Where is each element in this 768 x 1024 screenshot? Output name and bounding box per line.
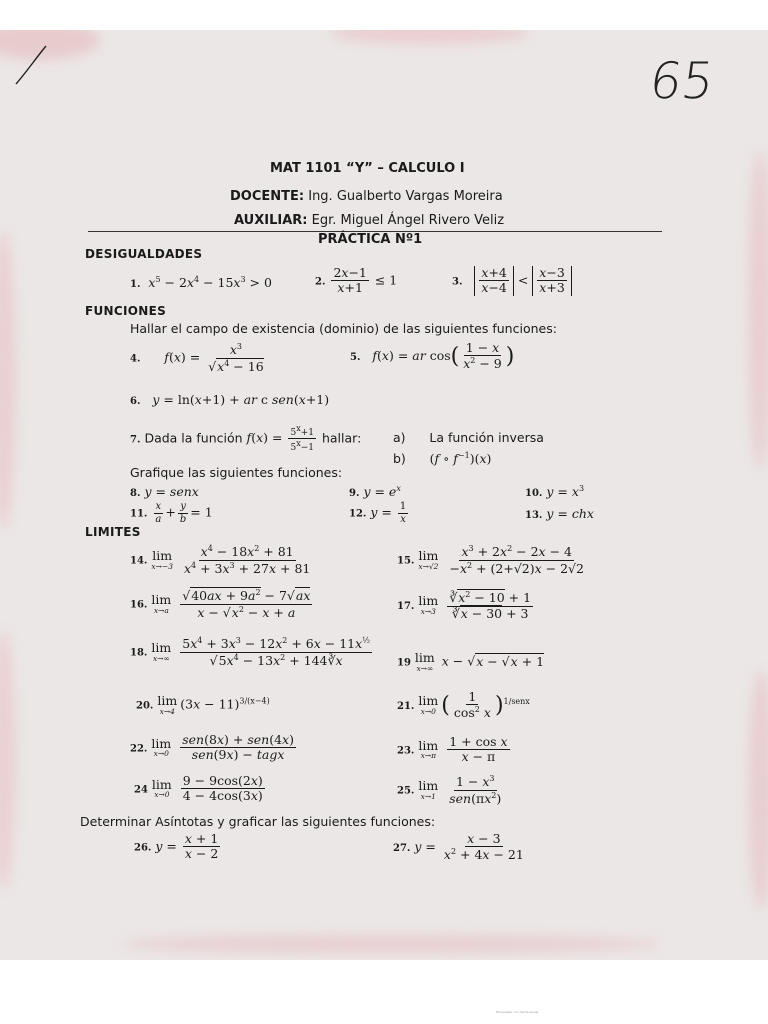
item-b: b) (f ∘ $f^{-1})(x)$ (393, 451, 492, 467)
asymptotes-instruction: Determinar Asíntotas y graficar las siguientes funciones: (80, 814, 436, 829)
assistant-label: AUXILIAR: (234, 213, 308, 228)
exercise-number: 8. (130, 488, 141, 499)
assistant-name: Egr. Miguel Ángel Rivero Veliz (311, 213, 505, 228)
exercise-number: 13. (525, 510, 543, 521)
exercise-24: 24 lim x→0 $\frac{9 - 9\cos(2x)}{4 - 4\cos(3x)}$ (134, 773, 263, 804)
section-limits: LIMITES (85, 525, 141, 539)
exercise-number: 10. (525, 488, 543, 500)
exercise-23: 23. lim x→π $\frac{\text{1 + cos x}}{x - \pi}$ (397, 734, 508, 765)
find-text: hallar: (321, 430, 362, 446)
exercise-7: 7. Dada la función f(x) = $\frac{5^x+1}{5^x-1}$ hallar: (130, 424, 362, 454)
course-title: MAT 1101 “Y” – CALCULO I (270, 161, 465, 176)
exercise-number: 23. (397, 745, 415, 757)
item-a-label: a) (393, 430, 406, 445)
exercise-6: 6. y = ln(x+1) + ar c sen(x+1) (130, 392, 330, 407)
teacher-line (230, 189, 503, 204)
item-a-text: La función inversa (429, 430, 544, 445)
item-b-label: b) (393, 451, 406, 467)
exercise-2: 2. $\frac{2x-1}{x+1}$ ≤ 1 (315, 265, 398, 296)
teacher-name: Ing. Gualberto Vargas Moreira (308, 189, 503, 204)
pen-mark (10, 42, 50, 88)
exercise-number: 9. (349, 488, 360, 500)
exercise-number: 17. (397, 600, 415, 612)
exercise-5: 5. f(x) = ar cos( $\frac{1 - x}{x^2 - 9}$ ) (350, 340, 515, 372)
item-a (393, 430, 544, 445)
section-inequalities: DESIGUALDADES (85, 247, 203, 261)
exercise-number: 22. (130, 743, 148, 755)
exercise-number: 19 (397, 657, 411, 669)
graph-instruction: Grafique las siguientes funciones: (130, 465, 343, 480)
exercise-number: 16. (130, 599, 148, 611)
exercise-number: 25. (397, 785, 415, 797)
exercise-22: 22. lim x→0 $\frac{\text{sen(8x) + sen(4x)}}{\text{sen(9x) − tagx}}$ (130, 732, 294, 763)
exercise-21: 21. lim x→0 ( $\frac{1}{\cos^2 x}$ )$^{1/senx}$ (397, 689, 530, 721)
exercise-18: 18. lim x→∞ $\frac{5x^4 + 3x^3 - 12x^2 + 6x - 11x^{\frac{1}{2}}}{√5x^4 - 13x^2 + 144∛x}$ (130, 636, 370, 668)
exercise-number: 2. (315, 276, 326, 288)
exercise-number: 7. (130, 434, 141, 446)
exercise-10: 10. $y = x^3$ (525, 484, 585, 500)
exercise-number: 4. (130, 353, 141, 365)
exercise-8: 8. y = senx (130, 484, 199, 499)
exercise-19: 19 lim x→∞ x − √x − √x + 1 (397, 650, 545, 673)
exercise-number: 24 (134, 784, 148, 796)
exercise-11: 11. $\frac{x}{a}$ + $\frac{y}{b}$ = 1 (130, 501, 213, 525)
exercise-number: 1. (130, 279, 141, 291)
domain-instruction: Hallar el campo de existencia (dominio) de las siguientes funciones: (130, 321, 557, 336)
exercise-number: 20. (136, 700, 154, 712)
exercise-4: 4. f(x) = $\frac{x^3}{√x^4 - 16}$ (130, 342, 264, 374)
exercise-26: 26. y = $\frac{x + 1}{x - 2}$ (134, 831, 219, 862)
exercise-number: 18. (130, 647, 148, 659)
practice-title: PRÁCTICA Nº1 (318, 232, 423, 247)
exercise-number: 14. (130, 555, 148, 567)
exercise-12: 12. y = $\frac{1}{x}$ (349, 501, 407, 525)
scanner-watermark: Escaneado con CamScanner (496, 1010, 539, 1014)
given-function-text: Dada la función (144, 430, 243, 446)
exercise-number: 26. (134, 842, 152, 854)
exercise-number: 5. (350, 351, 361, 363)
section-functions: FUNCIONES (85, 304, 167, 318)
page-number: 65 (645, 52, 718, 110)
teacher-label: DOCENTE: (230, 189, 305, 204)
exercise-number: 3. (452, 276, 463, 288)
assistant-line (234, 213, 504, 228)
exercise-number: 6. (130, 396, 141, 407)
exercise-27: 27. y = $\frac{x - 3}{x^2 + 4x - 21}$ (393, 831, 524, 863)
exercise-17: 17. lim x→3 $\frac{∛x^2 - 10 + 1}{∛x - 30 + 3}$ (397, 590, 532, 621)
exercise-number: 21. (397, 700, 415, 712)
exercise-number: 11. (130, 508, 148, 520)
exercise-25: 25. lim x→1 $\frac{1 - x^3}{sen(\pi x^2)}$ (397, 774, 502, 806)
exercise-1: 1. $x^5 - 2x^4 - 15x^3 > 0$ (130, 275, 272, 291)
exercise-9: 9. $y = e^x$ (349, 484, 401, 500)
exercise-15: 15. lim x→√2 $\frac{x^3 + 2x^2 - 2x - 4}{-x^2 + (2+√2)x - 2√2}$ (397, 544, 584, 576)
exercise-number: 12. (349, 508, 367, 520)
exercise-14: 14. lim x→−3 $\frac{x^4 - 18x^2 + 81}{x^4 + 3x^3 + 27x + 81}$ (130, 544, 311, 576)
exercise-3: 3. $\frac{x+4}{x-4}$ < $\frac{x-3}{x+3}$ (452, 266, 572, 296)
exercise-16: 16. lim x→a $\frac{√40ax + 9a^2 - 7√ax}{x - √x^2 - x + a}$ (130, 588, 311, 620)
exercise-number: 15. (397, 555, 415, 567)
exercise-number: 27. (393, 842, 411, 854)
exercise-20: 20. lim x→4 $(3x - 11)^{3/(x-4)}$ (136, 693, 270, 716)
exercise-13: 13. y = chx (525, 506, 594, 521)
